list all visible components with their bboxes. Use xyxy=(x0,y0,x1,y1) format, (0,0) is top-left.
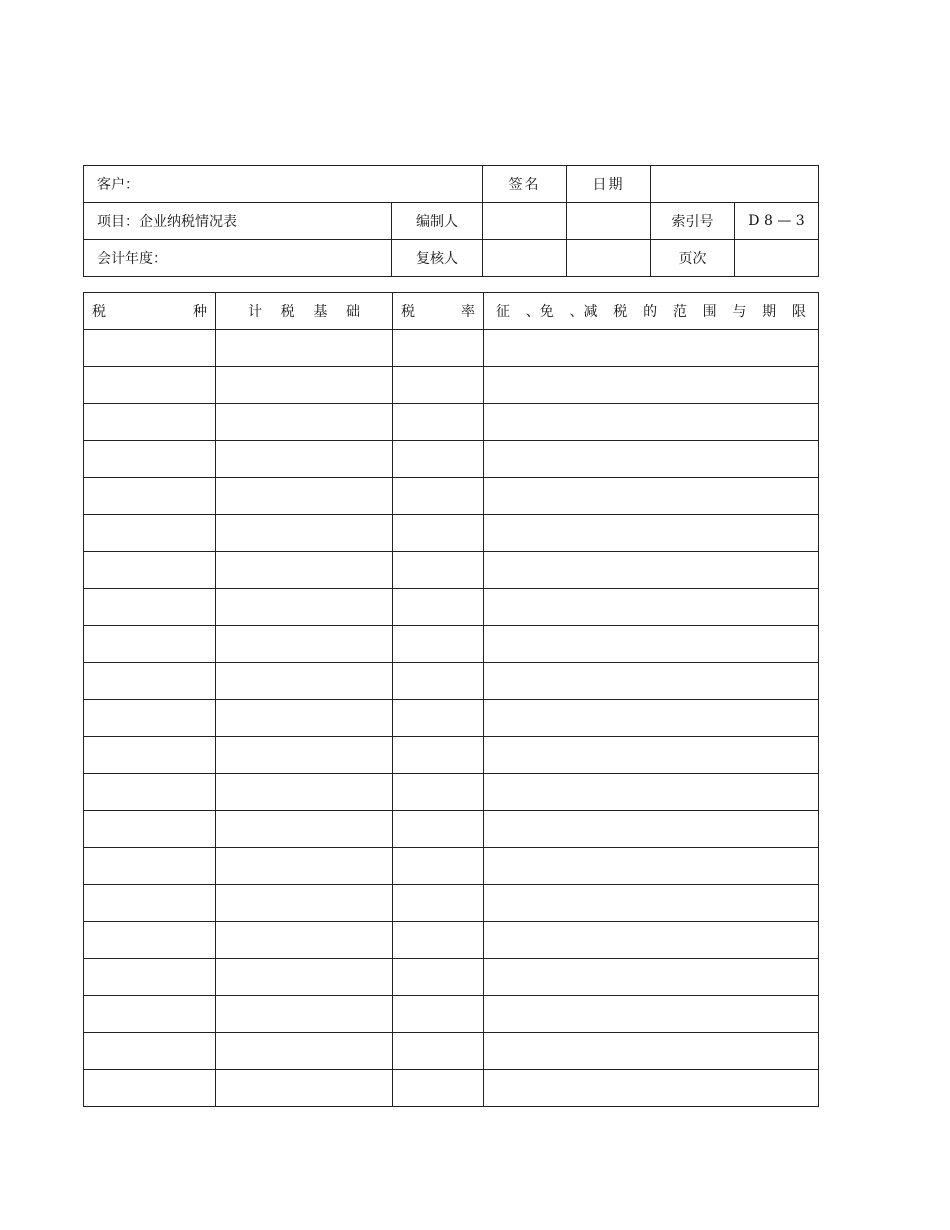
tax-type-cell[interactable] xyxy=(84,959,216,996)
tax-type-cell[interactable] xyxy=(84,663,216,700)
tax-table-body xyxy=(84,330,819,1107)
tax-rate-cell[interactable] xyxy=(393,404,484,441)
preparer-label: 编制人 xyxy=(392,203,483,240)
tax-rate-cell[interactable] xyxy=(393,552,484,589)
exemption-cell[interactable] xyxy=(484,478,819,515)
exemption-cell[interactable] xyxy=(484,811,819,848)
preparer-date-cell[interactable] xyxy=(567,203,651,240)
table-row xyxy=(84,663,819,700)
tax-rate-cell[interactable] xyxy=(393,700,484,737)
reviewer-date-cell[interactable] xyxy=(567,240,651,277)
tax-type-cell[interactable] xyxy=(84,922,216,959)
table-row xyxy=(84,330,819,367)
tax-type-cell[interactable] xyxy=(84,885,216,922)
tax-basis-cell[interactable] xyxy=(216,441,393,478)
tax-rate-cell[interactable] xyxy=(393,1070,484,1107)
tax-rate-header xyxy=(393,293,484,330)
exemption-cell[interactable] xyxy=(484,367,819,404)
table-row xyxy=(84,811,819,848)
exemption-header-char: 、减 xyxy=(569,304,598,320)
tax-table xyxy=(83,292,819,1107)
tax-basis-cell[interactable] xyxy=(216,885,393,922)
exemption-cell[interactable] xyxy=(484,700,819,737)
preparer-signature-cell[interactable] xyxy=(483,203,567,240)
table-row xyxy=(84,626,819,663)
table-row xyxy=(84,552,819,589)
project-label: 项目：企业纳税情况表 xyxy=(84,203,392,240)
table-row xyxy=(84,441,819,478)
tax-basis-cell[interactable] xyxy=(216,552,393,589)
tax-rate-cell[interactable] xyxy=(393,774,484,811)
tax-basis-cell[interactable] xyxy=(216,1033,393,1070)
signature-label: 签名 xyxy=(483,166,567,203)
tax-rate-cell[interactable] xyxy=(393,626,484,663)
table-row xyxy=(84,959,819,996)
tax-rate-cell[interactable] xyxy=(393,885,484,922)
exemption-cell[interactable] xyxy=(484,552,819,589)
exemption-cell[interactable] xyxy=(484,589,819,626)
exemption-cell[interactable] xyxy=(484,737,819,774)
tax-basis-header-char: 税 xyxy=(280,304,295,320)
exemption-cell[interactable] xyxy=(484,1033,819,1070)
index-label: 索引号 xyxy=(651,203,735,240)
tax-table-header-row xyxy=(84,293,819,330)
exemption-cell[interactable] xyxy=(484,663,819,700)
tax-type-cell[interactable] xyxy=(84,515,216,552)
tax-type-cell[interactable] xyxy=(84,811,216,848)
tax-rate-cell[interactable] xyxy=(393,811,484,848)
table-row xyxy=(84,885,819,922)
date-label: 日期 xyxy=(567,166,651,203)
tax-rate-cell[interactable] xyxy=(393,589,484,626)
tax-basis-cell[interactable] xyxy=(216,848,393,885)
tax-rate-cell[interactable] xyxy=(393,737,484,774)
customer-label: 客户： xyxy=(84,166,483,203)
tax-basis-cell[interactable] xyxy=(216,922,393,959)
table-row xyxy=(84,367,819,404)
exemption-cell[interactable] xyxy=(484,959,819,996)
tax-type-cell[interactable] xyxy=(84,478,216,515)
tax-basis-cell[interactable] xyxy=(216,663,393,700)
tax-type-cell[interactable] xyxy=(84,1070,216,1107)
tax-rate-cell[interactable] xyxy=(393,848,484,885)
tax-type-cell[interactable] xyxy=(84,441,216,478)
table-row xyxy=(84,404,819,441)
exemption-cell[interactable] xyxy=(484,848,819,885)
exemption-header-char: 范 xyxy=(672,304,687,320)
tax-type-cell[interactable] xyxy=(84,848,216,885)
exemption-cell[interactable] xyxy=(484,774,819,811)
table-row xyxy=(84,589,819,626)
tax-rate-cell[interactable] xyxy=(393,367,484,404)
table-row xyxy=(84,922,819,959)
tax-basis-cell[interactable] xyxy=(216,367,393,404)
tax-basis-cell[interactable] xyxy=(216,404,393,441)
tax-basis-cell[interactable] xyxy=(216,959,393,996)
tax-rate-cell[interactable] xyxy=(393,996,484,1033)
table-row xyxy=(84,996,819,1033)
tax-rate-header-char: 率 xyxy=(461,304,475,320)
tax-basis-cell[interactable] xyxy=(216,515,393,552)
tax-type-cell[interactable] xyxy=(84,996,216,1033)
exemption-cell[interactable] xyxy=(484,885,819,922)
exemption-header-char: 围 xyxy=(702,304,717,320)
table-row xyxy=(84,478,819,515)
page-value-cell[interactable] xyxy=(735,240,819,277)
exemption-header-char: 征 xyxy=(496,304,510,320)
tax-rate-cell[interactable] xyxy=(393,922,484,959)
exemption-cell[interactable] xyxy=(484,515,819,552)
tax-type-cell[interactable] xyxy=(84,737,216,774)
exemption-cell[interactable] xyxy=(484,404,819,441)
tax-basis-cell[interactable] xyxy=(216,478,393,515)
tax-basis-cell[interactable] xyxy=(216,811,393,848)
tax-basis-header-char: 础 xyxy=(345,304,360,320)
tax-type-cell[interactable] xyxy=(84,589,216,626)
tax-basis-cell[interactable] xyxy=(216,996,393,1033)
tax-basis-cell[interactable] xyxy=(216,700,393,737)
tax-basis-cell[interactable] xyxy=(216,330,393,367)
tax-basis-header xyxy=(216,293,393,330)
table-row xyxy=(84,515,819,552)
tax-type-header xyxy=(84,293,216,330)
page-label: 页次 xyxy=(651,240,735,277)
customer-blank-cell[interactable] xyxy=(651,166,819,203)
tax-rate-cell[interactable] xyxy=(393,663,484,700)
tax-rate-cell[interactable] xyxy=(393,959,484,996)
tax-rate-cell[interactable] xyxy=(393,1033,484,1070)
exemption-cell[interactable] xyxy=(484,922,819,959)
tax-rate-cell[interactable] xyxy=(393,515,484,552)
table-row xyxy=(84,774,819,811)
exemption-header-char: 的 xyxy=(643,304,658,320)
exemption-cell[interactable] xyxy=(484,441,819,478)
tax-basis-cell[interactable] xyxy=(216,626,393,663)
header-table xyxy=(83,165,819,277)
tax-basis-cell[interactable] xyxy=(216,774,393,811)
exemption-header-char: 期 xyxy=(762,304,777,320)
tax-basis-header-char: 计 xyxy=(248,304,262,320)
tax-type-cell[interactable] xyxy=(84,552,216,589)
tax-type-header-char: 税 xyxy=(92,304,106,320)
exemption-cell[interactable] xyxy=(484,996,819,1033)
tax-type-cell[interactable] xyxy=(84,700,216,737)
exemption-header-char: 税 xyxy=(613,304,628,320)
tax-basis-cell[interactable] xyxy=(216,737,393,774)
tax-type-cell[interactable] xyxy=(84,774,216,811)
header-row-customer xyxy=(84,166,819,203)
tax-rate-cell[interactable] xyxy=(393,330,484,367)
header-row-project xyxy=(84,203,819,240)
reviewer-label: 复核人 xyxy=(392,240,483,277)
tax-type-cell[interactable] xyxy=(84,330,216,367)
exemption-cell[interactable] xyxy=(484,1070,819,1107)
exemption-cell[interactable] xyxy=(484,626,819,663)
tax-rate-cell[interactable] xyxy=(393,441,484,478)
tax-basis-cell[interactable] xyxy=(216,589,393,626)
tax-type-cell[interactable] xyxy=(84,404,216,441)
tax-type-cell[interactable] xyxy=(84,367,216,404)
exemption-cell[interactable] xyxy=(484,330,819,367)
exemption-header-char: 限 xyxy=(791,304,806,320)
exemption-header xyxy=(484,293,819,330)
table-row xyxy=(84,848,819,885)
table-row xyxy=(84,1070,819,1107)
table-row xyxy=(84,700,819,737)
exemption-header-char: 与 xyxy=(732,304,747,320)
exemption-header-char: 、免 xyxy=(525,304,554,320)
reviewer-signature-cell[interactable] xyxy=(483,240,567,277)
tax-rate-header-char: 税 xyxy=(401,304,415,320)
tax-type-cell[interactable] xyxy=(84,1033,216,1070)
table-row xyxy=(84,737,819,774)
tax-type-cell[interactable] xyxy=(84,626,216,663)
table-row xyxy=(84,1033,819,1070)
tax-basis-header-char: 基 xyxy=(313,304,328,320)
index-value: D 8 — 3 xyxy=(735,203,819,240)
tax-type-header-char: 种 xyxy=(193,304,207,320)
fiscal-year-label: 会计年度： xyxy=(84,240,392,277)
header-row-fiscal-year xyxy=(84,240,819,277)
tax-basis-cell[interactable] xyxy=(216,1070,393,1107)
tax-rate-cell[interactable] xyxy=(393,478,484,515)
